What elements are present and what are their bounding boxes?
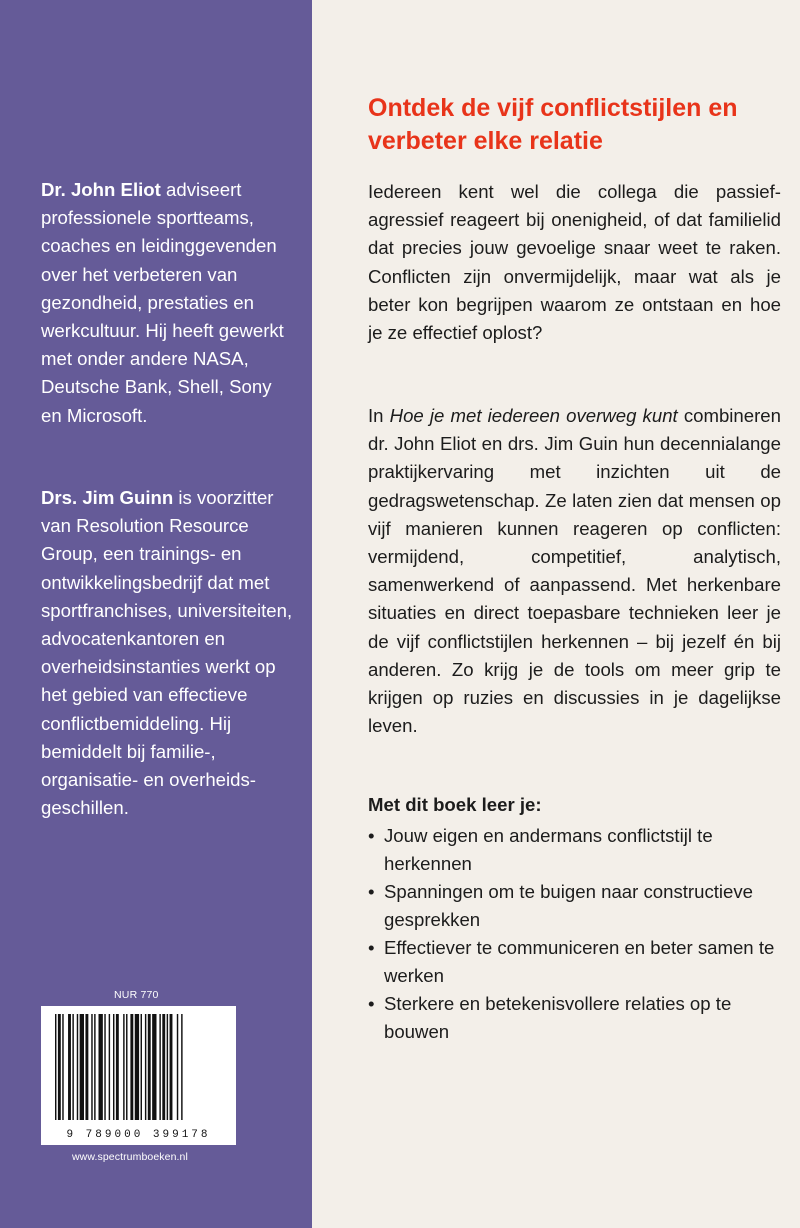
learn-list xyxy=(368,822,782,1046)
barcode-bar xyxy=(148,1014,151,1120)
author-bio-john-eliot xyxy=(41,176,293,430)
barcode-bar xyxy=(162,1014,165,1120)
barcode-bar xyxy=(58,1014,61,1120)
nur-code: NUR 770 xyxy=(114,989,159,1001)
author-bio-text: is voorzitter van Resolution Resource Group, een trainings- en ontwikkelingsbedrijf dat met sportfranchises, universiteiten, advocatenkantoren en overheidsinstanties werkt op het gebied van effectieve conflictbemiddeling. Hij bemiddelt bij familie-, organisatie- en overheidsgeschillen. xyxy=(41,487,293,819)
list-item: • Sterkere en betekenisvollere relaties op te bouwen xyxy=(368,990,782,1046)
barcode-bar xyxy=(77,1014,78,1120)
bullet-icon: • xyxy=(368,937,375,958)
barcode-bar xyxy=(152,1014,156,1120)
para-prefix: In xyxy=(368,405,390,426)
barcode-bar xyxy=(109,1014,110,1120)
list-item: • Spanningen om te buigen naar constructieve gesprekken xyxy=(368,878,782,934)
author-bio-text: adviseert professionele sportteams, coaches en leidinggevenden over het verbeteren van gezondheid, prestaties en werkcultuur. Hij heeft gewerkt met onder andere NASA, Deutsche Bank, Shell, Sony en Microsoft. xyxy=(41,179,284,426)
blurb-paragraph-2 xyxy=(368,402,781,740)
author-name: Drs. Jim Guinn xyxy=(41,487,174,508)
barcode-bar xyxy=(167,1014,168,1120)
barcode-bar xyxy=(99,1014,103,1120)
para-text: combineren dr. John Eliot en drs. Jim Guin hun decennialange praktijkervaring met inzichten uit de gedragswetenschap. Ze laten zien dat mensen op vijf manieren kunnen reageren op conflicten: vermijdend, competitief, analytisch, samenwerkend of aanpassend. Met herkenbare situaties en direct toepasbare technieken leer je de vijf conflictstijlen herkennen – bij jezelf én bij anderen. Zo krijg je de tools om meer grip te krijgen op ruzies en discussies in je dagelijkse leven. xyxy=(368,405,781,737)
isbn-number: 9 789000 399178 xyxy=(66,1129,211,1141)
barcode-bar xyxy=(104,1014,105,1120)
learn-list-title: Met dit boek leer je: xyxy=(368,794,542,815)
barcode-bar xyxy=(145,1014,146,1120)
barcode-bar xyxy=(116,1014,119,1120)
back-cover-left-panel xyxy=(0,0,312,1228)
barcode-bar xyxy=(141,1014,142,1120)
blurb-paragraph-1: Iedereen kent wel die collega die passief-agressief reageert bij onenigheid, of dat familielid dat precies jouw gevoelige snaar weet te raken. Conflicten zijn onvermijdelijk, maar wat als je beter kon begrijpen waarom ze ontstaan en hoe je ze effectief oplost? xyxy=(368,181,781,344)
barcode-bar xyxy=(170,1014,173,1120)
barcode-bar xyxy=(159,1014,160,1120)
barcode xyxy=(41,1006,236,1145)
bullet-icon: • xyxy=(368,825,375,846)
barcode-bar xyxy=(123,1014,124,1120)
publisher-website: www.spectrumboeken.nl xyxy=(72,1151,188,1163)
author-bio-jim-guinn xyxy=(41,484,293,822)
barcode-bar xyxy=(55,1014,56,1120)
barcode-bar xyxy=(62,1014,63,1120)
barcode-bar xyxy=(72,1014,73,1120)
barcode-bar xyxy=(94,1014,95,1120)
barcode-bar xyxy=(68,1014,71,1120)
author-name: Dr. John Eliot xyxy=(41,179,161,200)
barcode-bars xyxy=(53,1014,224,1122)
list-item: • Jouw eigen en andermans conflictstijl te herkennen xyxy=(368,822,782,878)
barcode-bar xyxy=(135,1014,139,1120)
barcode-bar xyxy=(80,1014,84,1120)
back-cover-right-panel xyxy=(312,0,800,1228)
barcode-bar xyxy=(126,1014,127,1120)
barcode-bar xyxy=(177,1014,178,1120)
bullet-icon: • xyxy=(368,993,375,1014)
barcode-bar xyxy=(181,1014,182,1120)
barcode-bar xyxy=(130,1014,133,1120)
list-item: • Effectiever te communiceren en beter samen te werken xyxy=(368,934,782,990)
bullet-icon: • xyxy=(368,881,375,902)
barcode-bar xyxy=(85,1014,88,1120)
book-title: Hoe je met iedereen overweg kunt xyxy=(389,405,678,426)
blurb-heading: Ontdek de vijf conflictstijlen en verbeter elke relatie xyxy=(368,94,738,155)
barcode-bar xyxy=(113,1014,114,1120)
barcode-bar xyxy=(91,1014,92,1120)
